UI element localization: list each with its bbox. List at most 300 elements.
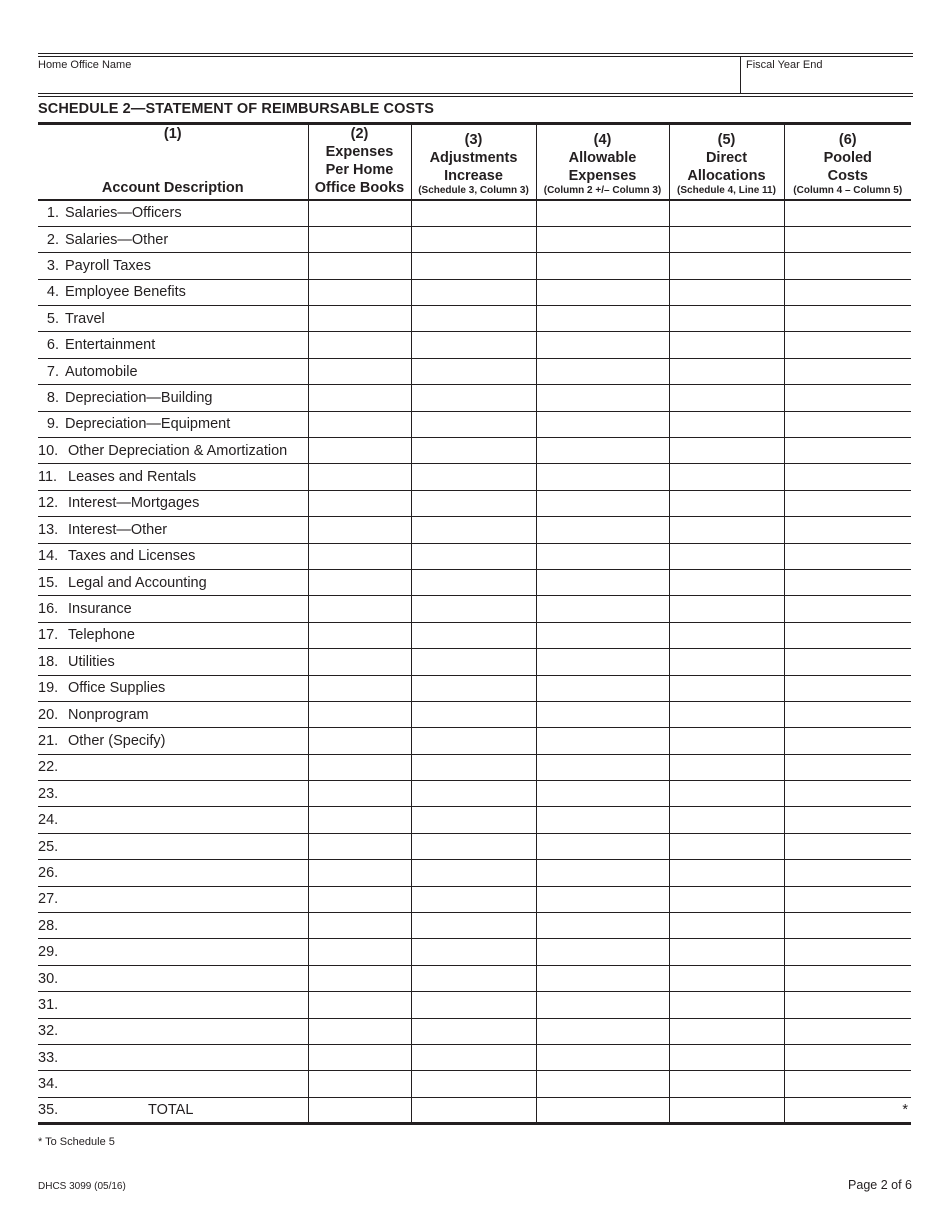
cell-adjustments[interactable] <box>411 1071 536 1097</box>
cell-expenses[interactable] <box>308 385 411 411</box>
account-description-cell <box>38 569 308 595</box>
cell-expenses[interactable] <box>308 306 411 332</box>
column-title-line: Costs <box>827 168 868 184</box>
account-description: Employee Benefits <box>65 284 186 301</box>
table-row <box>38 807 911 833</box>
cell-pooled[interactable] <box>784 569 911 595</box>
cell-allowable[interactable] <box>536 279 669 305</box>
cell-expenses[interactable] <box>308 358 411 384</box>
cell-allowable[interactable] <box>536 1018 669 1044</box>
cell-adjustments[interactable] <box>411 913 536 939</box>
cell-expenses[interactable] <box>308 913 411 939</box>
cell-pooled[interactable] <box>784 939 911 965</box>
total-cell-allowable[interactable] <box>536 1097 669 1123</box>
table-row <box>38 1018 911 1044</box>
column-header-direct-allocations <box>669 124 784 201</box>
cell-direct[interactable] <box>669 464 784 490</box>
cell-expenses[interactable] <box>308 200 411 226</box>
table-row <box>38 596 911 622</box>
cell-allowable[interactable] <box>536 569 669 595</box>
cell-expenses[interactable] <box>308 543 411 569</box>
cell-direct[interactable] <box>669 438 784 464</box>
account-description-cell <box>38 701 308 727</box>
cell-allowable[interactable] <box>536 226 669 252</box>
column-number: (5) <box>717 132 736 148</box>
cell-allowable[interactable] <box>536 807 669 833</box>
cell-pooled[interactable] <box>784 965 911 991</box>
cell-pooled[interactable] <box>784 543 911 569</box>
account-description: Entertainment <box>65 337 156 354</box>
table-row <box>38 860 911 886</box>
table-row <box>38 226 911 252</box>
account-description-cell <box>38 807 308 833</box>
cell-expenses[interactable] <box>308 1071 411 1097</box>
cell-adjustments[interactable] <box>411 438 536 464</box>
column-title-line: Direct <box>705 150 748 166</box>
table-row <box>38 833 911 859</box>
cell-expenses[interactable] <box>308 279 411 305</box>
cell-direct[interactable] <box>669 965 784 991</box>
account-description: Legal and Accounting <box>68 574 207 591</box>
cell-adjustments[interactable] <box>411 886 536 912</box>
table-row <box>38 332 911 358</box>
column-title: Account Description <box>101 180 244 196</box>
account-description: Salaries—Officers <box>65 205 182 222</box>
cell-direct[interactable] <box>669 226 784 252</box>
cell-allowable[interactable] <box>536 438 669 464</box>
cell-direct[interactable] <box>669 569 784 595</box>
cell-allowable[interactable] <box>536 200 669 226</box>
cell-pooled[interactable] <box>784 649 911 675</box>
cell-pooled[interactable] <box>784 728 911 754</box>
cell-pooled[interactable] <box>784 754 911 780</box>
table-row <box>38 675 911 701</box>
cell-adjustments[interactable] <box>411 675 536 701</box>
cell-adjustments[interactable] <box>411 992 536 1018</box>
account-description-cell <box>38 860 308 886</box>
total-cell-direct[interactable] <box>669 1097 784 1123</box>
total-cell-pooled[interactable] <box>784 1097 911 1123</box>
total-label: TOTAL <box>148 1101 194 1118</box>
table-row <box>38 411 911 437</box>
column-title-line: Adjustments <box>429 150 518 166</box>
cell-pooled[interactable] <box>784 781 911 807</box>
account-description-cell <box>38 754 308 780</box>
cell-pooled[interactable] <box>784 1045 911 1071</box>
cell-direct[interactable] <box>669 807 784 833</box>
table-row <box>38 1045 911 1071</box>
column-subtitle: (Schedule 4, Line 11) <box>677 185 776 196</box>
line-number: 14. <box>38 548 59 565</box>
table-row <box>38 886 911 912</box>
cell-allowable[interactable] <box>536 1045 669 1071</box>
cell-adjustments[interactable] <box>411 596 536 622</box>
cell-direct[interactable] <box>669 596 784 622</box>
cell-expenses[interactable] <box>308 332 411 358</box>
cell-pooled[interactable] <box>784 701 911 727</box>
cell-allowable[interactable] <box>536 490 669 516</box>
cell-pooled[interactable] <box>784 358 911 384</box>
cell-adjustments[interactable] <box>411 543 536 569</box>
cell-pooled[interactable] <box>784 438 911 464</box>
line-number: 15. <box>38 574 59 591</box>
cell-expenses[interactable] <box>308 517 411 543</box>
cell-expenses[interactable] <box>308 622 411 648</box>
column-header-adjustments <box>411 124 536 201</box>
account-description-cell <box>38 913 308 939</box>
cell-expenses[interactable] <box>308 490 411 516</box>
account-description-cell <box>38 332 308 358</box>
fiscal-year-end-field[interactable] <box>740 57 913 94</box>
table-row <box>38 913 911 939</box>
cell-pooled[interactable] <box>784 385 911 411</box>
cell-adjustments[interactable] <box>411 754 536 780</box>
cell-direct[interactable] <box>669 649 784 675</box>
cell-pooled[interactable] <box>784 306 911 332</box>
cell-allowable[interactable] <box>536 1071 669 1097</box>
cell-direct[interactable] <box>669 517 784 543</box>
account-description: Nonprogram <box>68 706 149 723</box>
cell-pooled[interactable] <box>784 517 911 543</box>
line-number: 26. <box>38 864 59 881</box>
line-number: 18. <box>38 653 59 670</box>
line-number: 25. <box>38 838 59 855</box>
table-row <box>38 939 911 965</box>
cell-expenses[interactable] <box>308 438 411 464</box>
cell-direct[interactable] <box>669 490 784 516</box>
cell-pooled[interactable] <box>784 675 911 701</box>
cell-allowable[interactable] <box>536 728 669 754</box>
cell-adjustments[interactable] <box>411 411 536 437</box>
cell-expenses[interactable] <box>308 807 411 833</box>
cell-expenses[interactable] <box>308 464 411 490</box>
account-description-cell <box>38 543 308 569</box>
cell-allowable[interactable] <box>536 860 669 886</box>
cell-direct[interactable] <box>669 411 784 437</box>
account-description: Interest—Other <box>68 521 168 538</box>
cell-allowable[interactable] <box>536 332 669 358</box>
table-row <box>38 754 911 780</box>
account-description-cell <box>38 517 308 543</box>
line-number: 1. <box>46 205 59 222</box>
account-description-cell <box>38 279 308 305</box>
cell-expenses[interactable] <box>308 939 411 965</box>
account-description-cell <box>38 490 308 516</box>
line-number: 9. <box>46 416 59 433</box>
cell-pooled[interactable] <box>784 1071 911 1097</box>
column-header-allowable-expenses <box>536 124 669 201</box>
line-number: 10. <box>38 442 59 459</box>
column-header-account-description <box>38 124 308 201</box>
cell-expenses[interactable] <box>308 569 411 595</box>
cell-allowable[interactable] <box>536 596 669 622</box>
cell-adjustments[interactable] <box>411 200 536 226</box>
cell-direct[interactable] <box>669 1045 784 1071</box>
cell-direct[interactable] <box>669 622 784 648</box>
line-number: 29. <box>38 944 59 961</box>
account-description-cell <box>38 596 308 622</box>
table-row <box>38 385 911 411</box>
cell-expenses[interactable] <box>308 728 411 754</box>
cell-pooled[interactable] <box>784 464 911 490</box>
account-description-cell <box>38 781 308 807</box>
column-number: (1) <box>163 126 182 142</box>
cell-adjustments[interactable] <box>411 781 536 807</box>
cell-pooled[interactable] <box>784 886 911 912</box>
table-row <box>38 569 911 595</box>
cell-allowable[interactable] <box>536 464 669 490</box>
cell-allowable[interactable] <box>536 622 669 648</box>
cell-allowable[interactable] <box>536 992 669 1018</box>
cell-expenses[interactable] <box>308 226 411 252</box>
line-number: 8. <box>46 389 59 406</box>
cell-pooled[interactable] <box>784 200 911 226</box>
column-number: (2) <box>350 126 369 142</box>
cell-allowable[interactable] <box>536 675 669 701</box>
table-row <box>38 622 911 648</box>
cell-expenses[interactable] <box>308 411 411 437</box>
cell-expenses[interactable] <box>308 1018 411 1044</box>
account-description-cell <box>38 1018 308 1044</box>
line-number: 16. <box>38 601 59 618</box>
account-description-cell <box>38 464 308 490</box>
cell-adjustments[interactable] <box>411 860 536 886</box>
cell-adjustments[interactable] <box>411 490 536 516</box>
cell-allowable[interactable] <box>536 701 669 727</box>
cell-expenses[interactable] <box>308 754 411 780</box>
cell-adjustments[interactable] <box>411 358 536 384</box>
fiscal-year-end-label: Fiscal Year End <box>746 59 823 71</box>
cell-allowable[interactable] <box>536 913 669 939</box>
cell-allowable[interactable] <box>536 939 669 965</box>
column-title-line: Increase <box>444 168 503 184</box>
cell-allowable[interactable] <box>536 253 669 279</box>
cell-expenses[interactable] <box>308 596 411 622</box>
cell-pooled[interactable] <box>784 913 911 939</box>
cell-pooled[interactable] <box>784 332 911 358</box>
cell-adjustments[interactable] <box>411 965 536 991</box>
cell-direct[interactable] <box>669 358 784 384</box>
account-description-cell <box>38 649 308 675</box>
account-description-cell <box>38 438 308 464</box>
account-description-cell <box>38 253 308 279</box>
line-number: 24. <box>38 812 59 829</box>
cell-expenses[interactable] <box>308 886 411 912</box>
cell-direct[interactable] <box>669 939 784 965</box>
line-number: 23. <box>38 785 59 802</box>
column-header-pooled-costs <box>784 124 911 201</box>
cell-expenses[interactable] <box>308 649 411 675</box>
account-description: Other (Specify) <box>68 733 166 749</box>
header-rule <box>38 93 913 94</box>
line-number: 3. <box>46 257 59 274</box>
cell-adjustments[interactable] <box>411 939 536 965</box>
line-number: 31. <box>38 996 59 1013</box>
cell-direct[interactable] <box>669 781 784 807</box>
cell-expenses[interactable] <box>308 860 411 886</box>
cell-pooled[interactable] <box>784 596 911 622</box>
cell-expenses[interactable] <box>308 675 411 701</box>
cell-adjustments[interactable] <box>411 728 536 754</box>
cell-allowable[interactable] <box>536 385 669 411</box>
cell-pooled[interactable] <box>784 833 911 859</box>
cell-direct[interactable] <box>669 886 784 912</box>
cell-direct[interactable] <box>669 833 784 859</box>
line-number: 17. <box>38 627 59 644</box>
cell-allowable[interactable] <box>536 411 669 437</box>
account-description: Telephone <box>68 627 135 644</box>
cell-allowable[interactable] <box>536 833 669 859</box>
cell-allowable[interactable] <box>536 965 669 991</box>
cell-pooled[interactable] <box>784 992 911 1018</box>
cell-adjustments[interactable] <box>411 385 536 411</box>
cell-pooled[interactable] <box>784 279 911 305</box>
cell-expenses[interactable] <box>308 253 411 279</box>
cell-direct[interactable] <box>669 200 784 226</box>
cell-pooled[interactable] <box>784 226 911 252</box>
line-number: 20. <box>38 706 59 723</box>
cell-direct[interactable] <box>669 913 784 939</box>
cell-allowable[interactable] <box>536 886 669 912</box>
line-number: 19. <box>38 680 59 697</box>
cell-pooled[interactable] <box>784 1018 911 1044</box>
column-title-line: Pooled <box>823 150 872 166</box>
table-row <box>38 543 911 569</box>
cell-direct[interactable] <box>669 728 784 754</box>
cell-direct[interactable] <box>669 279 784 305</box>
cell-allowable[interactable] <box>536 781 669 807</box>
line-number: 34. <box>38 1076 59 1093</box>
line-number: 32. <box>38 1023 59 1040</box>
line-number: 21. <box>38 733 59 749</box>
line-number: 33. <box>38 1049 59 1066</box>
schedule-title: SCHEDULE 2—STATEMENT OF REIMBURSABLE COSTS <box>38 101 434 117</box>
cell-allowable[interactable] <box>536 754 669 780</box>
cell-pooled[interactable] <box>784 860 911 886</box>
total-cell-adjustments[interactable] <box>411 1097 536 1123</box>
table-row <box>38 253 911 279</box>
table-row <box>38 438 911 464</box>
table-row <box>38 490 911 516</box>
cell-expenses[interactable] <box>308 1045 411 1071</box>
cell-adjustments[interactable] <box>411 569 536 595</box>
account-description: Other Depreciation & Amortization <box>68 442 288 459</box>
cell-adjustments[interactable] <box>411 807 536 833</box>
cell-pooled[interactable] <box>784 253 911 279</box>
cell-allowable[interactable] <box>536 649 669 675</box>
cell-expenses[interactable] <box>308 992 411 1018</box>
cell-expenses[interactable] <box>308 833 411 859</box>
cell-adjustments[interactable] <box>411 332 536 358</box>
table-row <box>38 1071 911 1097</box>
cell-adjustments[interactable] <box>411 701 536 727</box>
cell-adjustments[interactable] <box>411 833 536 859</box>
header-rule-inner <box>38 96 913 97</box>
cell-direct[interactable] <box>669 306 784 332</box>
cell-adjustments[interactable] <box>411 622 536 648</box>
column-title-line: Allocations <box>687 168 766 184</box>
table-row <box>38 306 911 332</box>
cell-direct[interactable] <box>669 543 784 569</box>
cell-adjustments[interactable] <box>411 226 536 252</box>
line-number: 13. <box>38 521 59 538</box>
account-description: Travel <box>65 310 105 327</box>
cell-adjustments[interactable] <box>411 649 536 675</box>
total-row <box>38 1097 911 1123</box>
line-number: 22. <box>38 759 59 776</box>
account-description-cell <box>38 622 308 648</box>
cell-direct[interactable] <box>669 332 784 358</box>
home-office-name-label: Home Office Name <box>38 59 132 71</box>
cell-adjustments[interactable] <box>411 279 536 305</box>
cell-adjustments[interactable] <box>411 1018 536 1044</box>
cell-direct[interactable] <box>669 1071 784 1097</box>
cell-adjustments[interactable] <box>411 306 536 332</box>
cell-allowable[interactable] <box>536 306 669 332</box>
column-title-line: Office Books <box>314 180 405 196</box>
cell-allowable[interactable] <box>536 517 669 543</box>
cell-pooled[interactable] <box>784 411 911 437</box>
table-row <box>38 200 911 226</box>
to-schedule-marker: * <box>902 1101 908 1118</box>
cell-adjustments[interactable] <box>411 253 536 279</box>
account-description: Depreciation—Equipment <box>65 416 231 433</box>
column-number: (3) <box>464 132 483 148</box>
cell-expenses[interactable] <box>308 701 411 727</box>
line-number: 2. <box>46 231 59 248</box>
cell-adjustments[interactable] <box>411 517 536 543</box>
column-title-line: Expenses <box>568 168 637 184</box>
account-description-cell <box>38 939 308 965</box>
line-number: 6. <box>46 337 59 354</box>
column-title-line: Allowable <box>568 150 637 166</box>
total-label-cell <box>38 1097 308 1123</box>
account-description: Office Supplies <box>68 680 166 697</box>
cell-direct[interactable] <box>669 1018 784 1044</box>
cell-direct[interactable] <box>669 860 784 886</box>
cell-adjustments[interactable] <box>411 464 536 490</box>
header-fields <box>38 57 913 94</box>
line-number: 12. <box>38 495 59 512</box>
cell-direct[interactable] <box>669 754 784 780</box>
account-description-cell <box>38 728 308 754</box>
column-title-line: Expenses <box>325 144 394 160</box>
cell-pooled[interactable] <box>784 807 911 833</box>
cell-adjustments[interactable] <box>411 1045 536 1071</box>
cell-allowable[interactable] <box>536 543 669 569</box>
line-number: 30. <box>38 970 59 987</box>
cell-pooled[interactable] <box>784 622 911 648</box>
account-description-cell <box>38 200 308 226</box>
cell-allowable[interactable] <box>536 358 669 384</box>
home-office-name-field[interactable] <box>38 57 740 94</box>
cell-direct[interactable] <box>669 701 784 727</box>
cell-direct[interactable] <box>669 253 784 279</box>
cell-expenses[interactable] <box>308 781 411 807</box>
cell-expenses[interactable] <box>308 965 411 991</box>
account-description-cell <box>38 992 308 1018</box>
cell-pooled[interactable] <box>784 490 911 516</box>
line-number: 27. <box>38 891 59 908</box>
account-description-cell <box>38 1045 308 1071</box>
line-number: 35. <box>38 1101 59 1118</box>
total-cell-expenses[interactable] <box>308 1097 411 1123</box>
line-number: 5. <box>46 310 59 327</box>
cell-direct[interactable] <box>669 992 784 1018</box>
account-description: Taxes and Licenses <box>68 548 196 565</box>
cell-direct[interactable] <box>669 675 784 701</box>
cell-direct[interactable] <box>669 385 784 411</box>
